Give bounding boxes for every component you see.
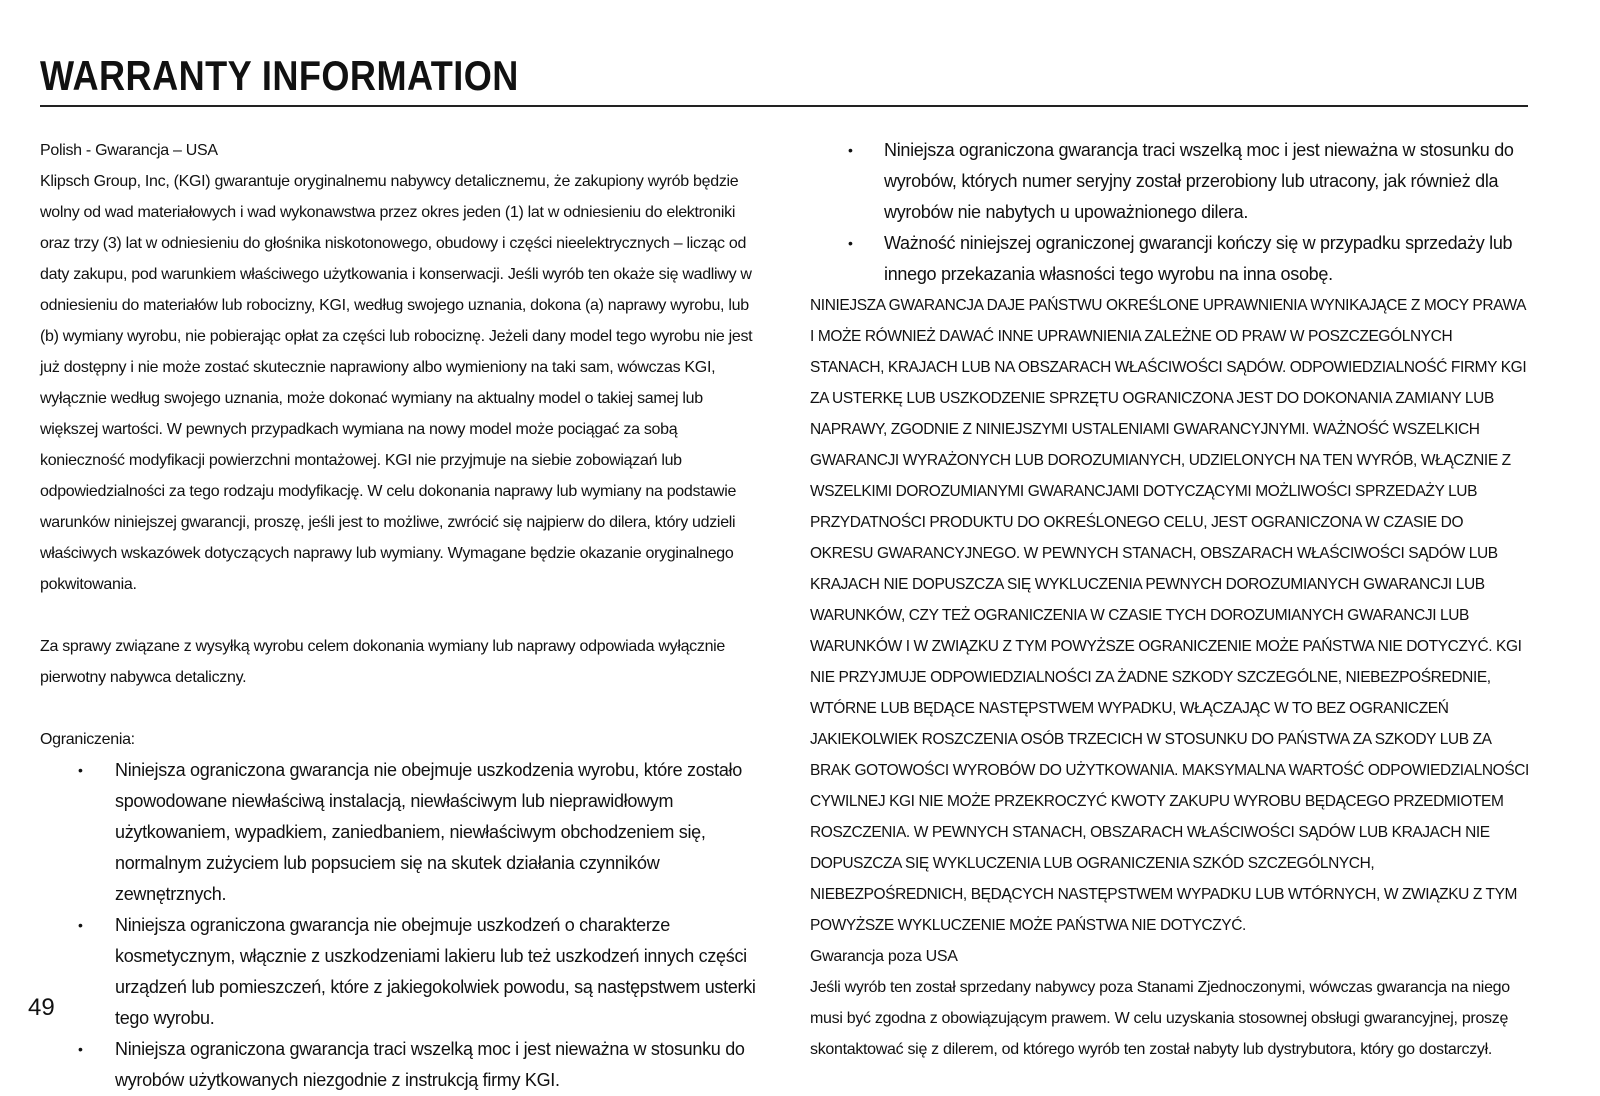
page-title: WARRANTY INFORMATION <box>40 52 519 99</box>
list-item: • Niniejsza ograniczona gwarancja traci wszelką moc i jest nieważna w stosunku do wyrobów, których numer seryjny został przerobiony lub utracony, jak również dla wyrobów nie nabytych u upoważnionego dilera. <box>810 135 1530 228</box>
legal-disclaimer-paragraph: NINIEJSZA GWARANCJA DAJE PAŃSTWU OKREŚLONE UPRAWNIENIA WYNIKAJĄCE Z MOCY PRAWA I MOŻE RÓWNIEŻ DAWAĆ INNE UPRAWNIENIA ZALEŻNE OD PRAW W POSZCZEGÓLNYCH STANACH, KRAJACH LUB NA OBSZARACH WŁAŚCIWOŚCI SĄDÓW. ODPOWIEDZIALNOŚĆ FIRMY KGI ZA USTERKĘ LUB USZKODZENIE SPRZĘTU OGRANICZONA JEST DO DOKONANIA ZAMIANY LUB NAPRAWY, ZGODNIE Z NINIEJSZYMI USTALENIAMI GWARANCYJNYMI. WAŻNOŚĆ WSZELKICH GWARANCJI WYRAŻONYCH LUB DOROZUMIANYCH, UDZIELONYCH NA TEN WYRÓB, WŁĄCZNIE Z WSZELKIMI DOROZUMIANYMI GWARANCJAMI DOTYCZĄCYMI MOŻLIWOŚCI SPRZEDAŻY LUB PRZYDATNOŚCI PRODUKTU DO OKREŚLONEGO CELU, JEST OGRANICZONA W CZASIE DO OKRESU GWARANCYJNEGO. W PEWNYCH STANACH, OBSZARACH WŁAŚCIWOŚCI SĄDÓW LUB KRAJACH NIE DOPUSZCZA SIĘ WYKLUCZENIA PEWNYCH DOROZUMIANYCH GWARANCJI LUB WARUNKÓW, CZY TEŻ OGRANICZENIA W CZASIE TYCH DOROZUMIANYCH GWARANCJI LUB WARUNKÓW I W ZWIĄZKU Z TYM POWYŻSZE OGRANICZENIE MOŻE PAŃSTWA NIE DOTYCZYĆ. KGI NIE PRZYJMUJE ODPOWIEDZIALNOŚCI ZA ŻADNE SZKODY SZCZEGÓLNE, NIEBEZPOŚREDNIE, WTÓRNE LUB BĘDĄCE NASTĘPSTWEM WYPADKU, WŁĄCZAJĄC W TO BEZ OGRANICZEŃ JAKIEKOLWIEK ROSZCZENIA OSÓB TRZECICH W STOSUNKU DO PAŃSTWA ZA SZKODY LUB ZA BRAK GOTOWOŚCI WYROBÓW DO UŻYTKOWANIA. MAKSYMALNA WARTOŚĆ ODPOWIEDZIALNOŚCI CYWILNEJ KGI NIE MOŻE PRZEKROCZYĆ KWOTY ZAKUPU WYROBU BĘDĄCEGO PRZEDMIOTEM ROSZCZENIA. W PEWNYCH STANACH, OBSZARACH WŁAŚCIWOŚCI SĄDÓW LUB KRAJACH NIE DOPUSZCZA SIĘ WYKLUCZENIA LUB OGRANICZENIA SZKÓD SZCZEGÓLNYCH, NIEBEZPOŚREDNICH, BĘDĄCYCH NASTĘPSTWEM WYPADKU LUB WTÓRNYCH, W ZWIĄZKU Z TYM POWYŻSZE WYKLUCZENIE MOŻE PAŃSTWA NIE DOTYCZYĆ. <box>810 297 1529 934</box>
outside-usa-title: Gwarancja poza USA <box>810 948 958 965</box>
spacer <box>40 693 765 724</box>
left-column <box>40 135 765 1096</box>
limitations-list-continued <box>810 135 1530 290</box>
section-title: Polish - Gwarancja – USA <box>40 142 218 159</box>
list-item: • Niniejsza ograniczona gwarancja nie obejmuje uszkodzenia wyrobu, które zostało spowodowane niewłaściwą instalacją, niewłaściwym lub nieprawidłowym użytkowaniem, wypadkiem, zaniedbaniem, niewłaściwym obchodzeniem się, normalnym zużyciem lub popsuciem się na skutek działania czynników zewnętrznych. <box>40 755 765 910</box>
list-item: • Niniejsza ograniczona gwarancja nie obejmuje uszkodzeń o charakterze kosmetycznym, włącznie z uszkodzeniami lakieru lub też uszkodzeń innych części urządzeń lub pomieszczeń, które z jakiegokolwiek powodu, są następstwem usterki tego wyrobu. <box>40 910 765 1034</box>
title-divider <box>40 105 1528 107</box>
right-column <box>810 135 1530 1065</box>
list-item: • Ważność niniejszej ograniczonej gwarancji kończy się w przypadku sprzedaży lub innego przekazania własności tego wyrobu na inna osobę. <box>810 228 1530 290</box>
page-number: 49 <box>28 994 55 1021</box>
list-item: • Niniejsza ograniczona gwarancja traci wszelką moc i jest nieważna w stosunku do wyrobów użytkowanych niezgodnie z instrukcją firmy KGI. <box>40 1034 765 1096</box>
spacer <box>40 600 765 631</box>
limitations-label: Ograniczenia: <box>40 731 135 748</box>
shipping-paragraph: Za sprawy związane z wysyłką wyrobu celem dokonania wymiany lub naprawy odpowiada wyłącznie pierwotny nabywca detaliczny. <box>40 638 726 686</box>
warranty-intro-paragraph: Klipsch Group, Inc, (KGI) gwarantuje oryginalnemu nabywcy detalicznemu, że zakupiony wyrób będzie wolny od wad materiałowych i wad wykonawstwa przez okres jeden (1) lat w odniesieniu do elektroniki oraz trzy (3) lat w odniesieniu do głośnika niskotonowego, obudowy i części nieelektrycznych – licząc od daty zakupu, pod warunkiem właściwego użytkowania i konserwacji. Jeśli wyrób ten okaże się wadliwy w odniesieniu do materiałów lub robocizny, KGI, według swojego uznania, dokona (a) naprawy wyrobu, lub (b) wymiany wyrobu, nie pobierając opłat za części lub robociznę. Jeżeli dany model tego wyrobu nie jest już dostępny i nie może zostać skutecznie naprawiony albo wymieniony na taki sam, wówczas KGI, wyłącznie według swojego uznania, może dokonać wymiany na aktualny model o takiej samej lub większej wartości. W pewnych przypadkach wymiana na nowy model może pociągać za sobą konieczność modyfikacji powierzchni montażowej. KGI nie przyjmuje na siebie zobowiązań lub odpowiedzialności za tego rodzaju modyfikację. W celu dokonania naprawy lub wymiany na podstawie warunków niniejszej gwarancji, proszę, jeśli jest to możliwe, zwrócić się najpierw do dilera, który udzieli właściwych wskazówek dotyczących naprawy lub wymiany. Wymagane będzie okazanie oryginalnego pokwitowania. <box>40 173 753 593</box>
limitations-list <box>40 755 765 1096</box>
outside-usa-paragraph: Jeśli wyrób ten został sprzedany nabywcy poza Stanami Zjednoczonymi, wówczas gwarancja na niego musi być zgodna z obowiązującym prawem. W celu uzyskania stosownej obsługi gwarancyjnej, proszę skontaktować się z dilerem, od którego wyrób ten został nabyty lub dystrybutora, który go dostarczył. <box>810 979 1510 1058</box>
